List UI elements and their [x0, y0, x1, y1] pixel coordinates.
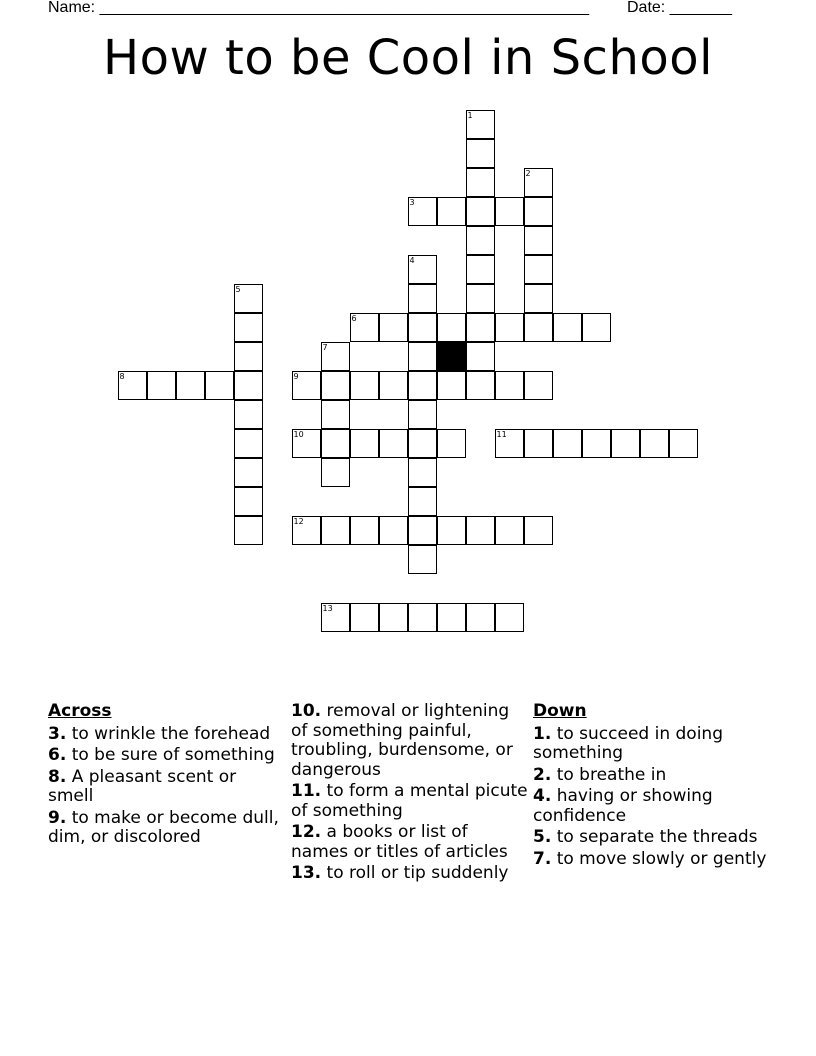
- grid-cell[interactable]: [350, 429, 379, 458]
- grid-cell[interactable]: [234, 371, 263, 400]
- grid-cell[interactable]: [408, 516, 437, 545]
- grid-cell[interactable]: [408, 342, 437, 371]
- grid-cell[interactable]: [292, 429, 321, 458]
- clue-number: 2.: [533, 764, 552, 785]
- grid-cell[interactable]: [466, 371, 495, 400]
- grid-cell[interactable]: [495, 603, 524, 632]
- grid-cell[interactable]: [350, 313, 379, 342]
- clue-text: removal or lightening of something painful, troubling, burdensome, or dangerous: [291, 701, 513, 780]
- grid-cell[interactable]: [553, 313, 582, 342]
- clue-number: 3.: [48, 723, 67, 744]
- clue-number-label: 2: [525, 168, 531, 178]
- grid-cell[interactable]: [379, 371, 408, 400]
- clue-text: to succeed in doing something: [533, 723, 723, 763]
- clue-number-label: 5: [235, 284, 241, 294]
- grid-cell[interactable]: [466, 342, 495, 371]
- grid-cell[interactable]: [321, 400, 350, 429]
- clue-across-6: [48, 746, 283, 766]
- grid-cell[interactable]: [524, 168, 553, 197]
- grid-cell[interactable]: [234, 429, 263, 458]
- grid-cell[interactable]: [234, 284, 263, 313]
- clue-number-label: 8: [119, 371, 125, 381]
- grid-cell[interactable]: [437, 371, 466, 400]
- grid-cell[interactable]: [524, 313, 553, 342]
- grid-cell[interactable]: [234, 400, 263, 429]
- clue-number: 5.: [533, 827, 552, 847]
- grid-cell[interactable]: [408, 313, 437, 342]
- grid-cell[interactable]: [176, 371, 205, 400]
- grid-cell[interactable]: [292, 371, 321, 400]
- grid-cell[interactable]: [408, 545, 437, 574]
- clue-number: 12.: [291, 822, 322, 842]
- grid-cell[interactable]: [495, 516, 524, 545]
- clues-column-3: [533, 702, 773, 871]
- clue-number-label: 13: [322, 603, 333, 613]
- clue-number: 11.: [291, 781, 322, 801]
- grid-cell[interactable]: [408, 197, 437, 226]
- grid-cell[interactable]: [611, 429, 640, 458]
- page-title: How to be Cool in School: [103, 30, 713, 86]
- grid-cell[interactable]: [640, 429, 669, 458]
- clue-number: 1.: [533, 723, 552, 744]
- clue-text: to be sure of something: [66, 745, 275, 765]
- grid-cell[interactable]: [234, 458, 263, 487]
- grid-cell[interactable]: [350, 603, 379, 632]
- clue-across-13: [291, 864, 529, 884]
- grid-cell[interactable]: [408, 429, 437, 458]
- grid-cell[interactable]: [379, 603, 408, 632]
- clue-number: 4.: [533, 786, 552, 806]
- grid-cell[interactable]: [437, 429, 466, 458]
- grid-cell[interactable]: [495, 313, 524, 342]
- grid-cell[interactable]: [147, 371, 176, 400]
- grid-cell[interactable]: [582, 313, 611, 342]
- clue-number: 8.: [48, 766, 67, 787]
- grid-cell[interactable]: [524, 226, 553, 255]
- grid-cell[interactable]: [582, 429, 611, 458]
- grid-cell[interactable]: [292, 516, 321, 545]
- grid-cell[interactable]: [321, 516, 350, 545]
- clue-across-11: [291, 782, 529, 821]
- clue-number-label: 10: [293, 429, 304, 439]
- clue-number: 7.: [533, 848, 552, 869]
- clue-down-1: [533, 725, 773, 764]
- grid-cell[interactable]: [408, 603, 437, 632]
- clue-text: to form a mental picute of something: [291, 781, 528, 821]
- grid-cell[interactable]: [495, 429, 524, 458]
- clues-column-2: [291, 702, 529, 886]
- grid-cell[interactable]: [466, 197, 495, 226]
- grid-cell[interactable]: [379, 516, 408, 545]
- grid-cell[interactable]: [118, 371, 147, 400]
- grid-cell[interactable]: [321, 603, 350, 632]
- clue-across-10: [291, 702, 529, 780]
- clue-across-8: [48, 768, 283, 807]
- grid-cell[interactable]: [524, 255, 553, 284]
- grid-cell[interactable]: [669, 429, 698, 458]
- clue-number-label: 7: [322, 342, 328, 352]
- grid-cell[interactable]: [524, 429, 553, 458]
- grid-cell[interactable]: [437, 603, 466, 632]
- clue-down-7: [533, 850, 773, 870]
- clue-text: to move slowly or gently: [551, 848, 767, 869]
- clue-down-2: [533, 766, 773, 786]
- grid-cell[interactable]: [466, 110, 495, 139]
- grid-cell[interactable]: [408, 371, 437, 400]
- clue-number-label: 11: [496, 429, 507, 439]
- grid-cell[interactable]: [234, 487, 263, 516]
- grid-cell[interactable]: [524, 284, 553, 313]
- grid-cell[interactable]: [321, 342, 350, 371]
- clue-text: having or showing confidence: [533, 786, 713, 826]
- grid-cell[interactable]: [466, 255, 495, 284]
- grid-cell[interactable]: [350, 516, 379, 545]
- clues-column-1: [48, 702, 283, 850]
- clue-text: to wrinkle the forehead: [66, 723, 271, 744]
- grid-cell[interactable]: [408, 487, 437, 516]
- grid-cell[interactable]: [553, 429, 582, 458]
- grid-cell[interactable]: [495, 371, 524, 400]
- grid-cell[interactable]: [466, 516, 495, 545]
- clue-number: 10.: [291, 701, 322, 721]
- grid-cell[interactable]: [379, 429, 408, 458]
- clue-across-12: [291, 823, 529, 862]
- grid-cell[interactable]: [321, 429, 350, 458]
- clue-text: to breathe in: [551, 764, 667, 785]
- clue-number-label: 9: [293, 371, 299, 381]
- grid-cell[interactable]: [466, 139, 495, 168]
- grid-cell[interactable]: [350, 371, 379, 400]
- grid-cell[interactable]: [205, 371, 234, 400]
- grid-cell[interactable]: [524, 516, 553, 545]
- grid-cell[interactable]: [408, 284, 437, 313]
- clue-number-label: 3: [409, 197, 415, 207]
- clue-text: a books or list of names or titles of articles: [291, 822, 508, 862]
- clue-text: to roll or tip suddenly: [321, 863, 509, 883]
- grid-cell[interactable]: [408, 400, 437, 429]
- clue-number-label: 6: [351, 313, 357, 323]
- grid-cell[interactable]: [321, 458, 350, 487]
- grid-cell[interactable]: [234, 342, 263, 371]
- clue-number: 13.: [291, 863, 322, 883]
- grid-cell[interactable]: [437, 313, 466, 342]
- grid-cell[interactable]: [321, 371, 350, 400]
- grid-cell[interactable]: [437, 516, 466, 545]
- clue-across-3: [48, 725, 283, 745]
- grid-cell[interactable]: [466, 226, 495, 255]
- clue-number-label: 1: [467, 110, 473, 120]
- across-heading: Across: [48, 701, 112, 721]
- grid-cell[interactable]: [466, 313, 495, 342]
- grid-cell[interactable]: [437, 197, 466, 226]
- clue-text: to make or become dull, dim, or discolored: [48, 807, 279, 847]
- grid-cell[interactable]: [466, 284, 495, 313]
- grid-cell[interactable]: [408, 255, 437, 284]
- date-field: Date: _______: [627, 0, 732, 16]
- name-field: Name: _______________________________________________________: [48, 0, 589, 16]
- clue-across-9: [48, 809, 283, 848]
- grid-cell[interactable]: [524, 371, 553, 400]
- grid-cell[interactable]: [466, 603, 495, 632]
- grid-cell[interactable]: [466, 168, 495, 197]
- grid-cell[interactable]: [524, 197, 553, 226]
- clue-down-5: [533, 828, 773, 848]
- clue-number-label: 4: [409, 255, 415, 265]
- grid-cell[interactable]: [234, 313, 263, 342]
- clue-number: 9.: [48, 807, 67, 828]
- grid-cell[interactable]: [379, 313, 408, 342]
- clue-number-label: 12: [293, 516, 304, 526]
- clue-text: to separate the threads: [551, 827, 758, 847]
- clue-number: 6.: [48, 745, 67, 765]
- grid-cell[interactable]: [234, 516, 263, 545]
- down-heading: Down: [533, 701, 587, 721]
- clue-down-4: [533, 787, 773, 826]
- clue-text: A pleasant scent or smell: [48, 766, 237, 806]
- grid-cell[interactable]: [408, 458, 437, 487]
- grid-cell[interactable]: [495, 197, 524, 226]
- grid-block-cell: [437, 342, 466, 371]
